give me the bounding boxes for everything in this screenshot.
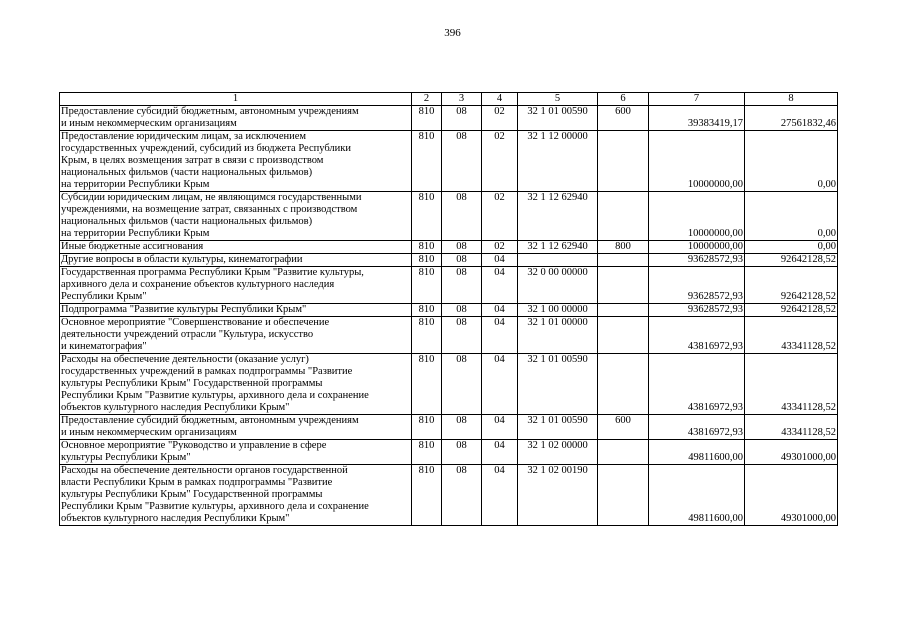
- cell-target-article: 32 1 12 62940: [518, 192, 598, 241]
- header-cell: 8: [745, 93, 838, 106]
- cell-ved: 810: [412, 192, 442, 241]
- cell-expense-type: [598, 465, 649, 526]
- cell-description: [60, 465, 412, 526]
- cell-ved: 810: [412, 254, 442, 267]
- description-line: Предоставление субсидий бюджетным, автономным учреждениям: [61, 415, 359, 426]
- description-line: государственных учреждений в рамках подпрограммы "Развитие: [61, 366, 353, 377]
- cell-ved: 810: [412, 465, 442, 526]
- description-line: Республики Крым "Развитие культуры, архивного дела и сохранение: [61, 501, 369, 512]
- cell-expense-type: [598, 440, 649, 465]
- page-number: 396: [444, 27, 461, 39]
- description-line: на территории Республики Крым: [61, 228, 210, 239]
- cell-section: 08: [442, 131, 482, 192]
- cell-target-article: 32 1 02 00190: [518, 465, 598, 526]
- cell-sum-year-1: 93628572,93: [649, 267, 745, 304]
- table-row: [60, 465, 838, 526]
- cell-description: [60, 440, 412, 465]
- cell-description: [60, 131, 412, 192]
- cell-sum-year-1: 43816972,93: [649, 354, 745, 415]
- cell-sum-year-1: 43816972,93: [649, 317, 745, 354]
- cell-subsection: 04: [482, 465, 518, 526]
- cell-subsection: 02: [482, 131, 518, 192]
- description-line: Расходы на обеспечение деятельности органов государственной: [61, 465, 348, 476]
- cell-sum-year-2: 49301000,00: [745, 440, 838, 465]
- cell-expense-type: [598, 304, 649, 317]
- description-line: и иным некоммерческим организациям: [61, 427, 237, 438]
- cell-expense-type: 800: [598, 241, 649, 254]
- description-line: национальных фильмов (части национальных фильмов): [61, 167, 313, 178]
- cell-sum-year-2: 43341128,52: [745, 415, 838, 440]
- cell-ved: 810: [412, 317, 442, 354]
- cell-expense-type: [598, 192, 649, 241]
- cell-subsection: 04: [482, 440, 518, 465]
- table-row: [60, 440, 838, 465]
- description-line: национальных фильмов (части национальных фильмов): [61, 216, 313, 227]
- table-row: [60, 241, 838, 254]
- cell-expense-type: [598, 317, 649, 354]
- table-row: [60, 317, 838, 354]
- cell-target-article: 32 1 02 00000: [518, 440, 598, 465]
- table-row: [60, 254, 838, 267]
- table-row: [60, 192, 838, 241]
- description-line: Основное мероприятие "Руководство и управление в сфере: [61, 440, 327, 451]
- header-cell: 2: [412, 93, 442, 106]
- cell-section: 08: [442, 304, 482, 317]
- cell-subsection: 04: [482, 415, 518, 440]
- description-line: Иные бюджетные ассигнования: [61, 241, 204, 252]
- table-row: [60, 304, 838, 317]
- cell-subsection: 02: [482, 241, 518, 254]
- cell-section: 08: [442, 465, 482, 526]
- cell-sum-year-1: 93628572,93: [649, 304, 745, 317]
- cell-ved: 810: [412, 354, 442, 415]
- cell-description: [60, 304, 412, 317]
- description-line: Государственная программа Республики Крым "Развитие культуры,: [61, 267, 364, 278]
- header-cell: 6: [598, 93, 649, 106]
- cell-sum-year-2: 0,00: [745, 241, 838, 254]
- cell-ved: 810: [412, 131, 442, 192]
- cell-description: [60, 354, 412, 415]
- cell-section: 08: [442, 106, 482, 131]
- table-row: [60, 131, 838, 192]
- description-line: и кинематография": [61, 341, 147, 352]
- cell-subsection: 04: [482, 317, 518, 354]
- description-line: культуры Республики Крым" Государственной программы: [61, 378, 323, 389]
- cell-sum-year-2: 27561832,46: [745, 106, 838, 131]
- description-line: на территории Республики Крым: [61, 179, 210, 190]
- cell-sum-year-2: 92642128,52: [745, 304, 838, 317]
- description-line: Основное мероприятие "Совершенствование и обеспечение: [61, 317, 330, 328]
- cell-sum-year-1: 43816972,93: [649, 415, 745, 440]
- cell-sum-year-1: 93628572,93: [649, 254, 745, 267]
- cell-subsection: 02: [482, 192, 518, 241]
- header-cell: 1: [60, 93, 412, 106]
- table-row: [60, 106, 838, 131]
- cell-ved: 810: [412, 415, 442, 440]
- cell-sum-year-1: 10000000,00: [649, 131, 745, 192]
- cell-sum-year-2: 43341128,52: [745, 317, 838, 354]
- cell-target-article: 32 1 12 62940: [518, 241, 598, 254]
- cell-description: [60, 241, 412, 254]
- description-line: Республики Крым": [61, 291, 147, 302]
- budget-table: [59, 92, 838, 526]
- cell-description: [60, 415, 412, 440]
- description-line: объектов культурного наследия Республики Крым": [61, 402, 290, 413]
- cell-description: [60, 267, 412, 304]
- table-body: [60, 93, 838, 526]
- cell-sum-year-2: 49301000,00: [745, 465, 838, 526]
- cell-ved: 810: [412, 440, 442, 465]
- cell-ved: 810: [412, 267, 442, 304]
- description-line: Предоставление юридическим лицам, за исключением: [61, 131, 307, 142]
- table-row: [60, 415, 838, 440]
- description-line: Другие вопросы в области культуры, кинематографии: [61, 254, 303, 265]
- cell-subsection: 04: [482, 254, 518, 267]
- cell-section: 08: [442, 192, 482, 241]
- cell-section: 08: [442, 440, 482, 465]
- cell-section: 08: [442, 254, 482, 267]
- cell-section: 08: [442, 267, 482, 304]
- header-cell: 4: [482, 93, 518, 106]
- cell-section: 08: [442, 317, 482, 354]
- description-line: Расходы на обеспечение деятельности (оказание услуг): [61, 354, 309, 365]
- cell-subsection: 02: [482, 106, 518, 131]
- cell-sum-year-2: 92642128,52: [745, 267, 838, 304]
- description-line: архивного дела и сохранение объектов культурного наследия: [61, 279, 335, 290]
- table-row: [60, 354, 838, 415]
- cell-description: [60, 254, 412, 267]
- cell-target-article: 32 1 01 00590: [518, 415, 598, 440]
- cell-expense-type: 600: [598, 106, 649, 131]
- description-line: Субсидии юридическим лицам, не являющимся государственными: [61, 192, 362, 203]
- description-line: Республики Крым "Развитие культуры, архивного дела и сохранение: [61, 390, 369, 401]
- cell-target-article: 32 1 12 00000: [518, 131, 598, 192]
- cell-description: [60, 192, 412, 241]
- table-row: [60, 267, 838, 304]
- cell-ved: 810: [412, 241, 442, 254]
- cell-sum-year-1: 10000000,00: [649, 241, 745, 254]
- cell-expense-type: [598, 267, 649, 304]
- cell-description: [60, 317, 412, 354]
- header-cell: 5: [518, 93, 598, 106]
- cell-sum-year-1: 10000000,00: [649, 192, 745, 241]
- cell-expense-type: [598, 254, 649, 267]
- description-line: государственных учреждений, субсидий из бюджета Республики: [61, 143, 352, 154]
- description-line: объектов культурного наследия Республики Крым": [61, 513, 290, 524]
- header-cell: 3: [442, 93, 482, 106]
- cell-target-article: 32 0 00 00000: [518, 267, 598, 304]
- cell-expense-type: 600: [598, 415, 649, 440]
- description-line: власти Республики Крым в рамках подпрограммы "Развитие: [61, 477, 333, 488]
- description-line: Подпрограмма "Развитие культуры Республики Крым": [61, 304, 307, 315]
- description-line: Предоставление субсидий бюджетным, автономным учреждениям: [61, 106, 359, 117]
- cell-ved: 810: [412, 304, 442, 317]
- cell-sum-year-1: 39383419,17: [649, 106, 745, 131]
- cell-description: [60, 106, 412, 131]
- cell-sum-year-2: 92642128,52: [745, 254, 838, 267]
- description-line: культуры Республики Крым" Государственной программы: [61, 489, 323, 500]
- cell-sum-year-2: 43341128,52: [745, 354, 838, 415]
- cell-target-article: 32 1 01 00590: [518, 354, 598, 415]
- cell-sum-year-2: 0,00: [745, 192, 838, 241]
- cell-sum-year-2: 0,00: [745, 131, 838, 192]
- cell-sum-year-1: 49811600,00: [649, 465, 745, 526]
- header-row: [60, 93, 838, 106]
- cell-sum-year-1: 49811600,00: [649, 440, 745, 465]
- cell-target-article: 32 1 01 00590: [518, 106, 598, 131]
- cell-section: 08: [442, 415, 482, 440]
- cell-section: 08: [442, 354, 482, 415]
- cell-subsection: 04: [482, 267, 518, 304]
- cell-target-article: [518, 254, 598, 267]
- cell-expense-type: [598, 354, 649, 415]
- cell-ved: 810: [412, 106, 442, 131]
- cell-section: 08: [442, 241, 482, 254]
- cell-target-article: 32 1 01 00000: [518, 317, 598, 354]
- cell-subsection: 04: [482, 354, 518, 415]
- header-cell: 7: [649, 93, 745, 106]
- description-line: и иным некоммерческим организациям: [61, 118, 237, 129]
- description-line: Крым, в целях возмещения затрат в связи с производством: [61, 155, 324, 166]
- description-line: деятельности учреждений отрасли "Культура, искусство: [61, 329, 314, 340]
- description-line: учреждениями, на возмещение затрат, связанных с производством: [61, 204, 358, 215]
- description-line: культуры Республики Крым": [61, 452, 191, 463]
- cell-target-article: 32 1 00 00000: [518, 304, 598, 317]
- cell-expense-type: [598, 131, 649, 192]
- cell-subsection: 04: [482, 304, 518, 317]
